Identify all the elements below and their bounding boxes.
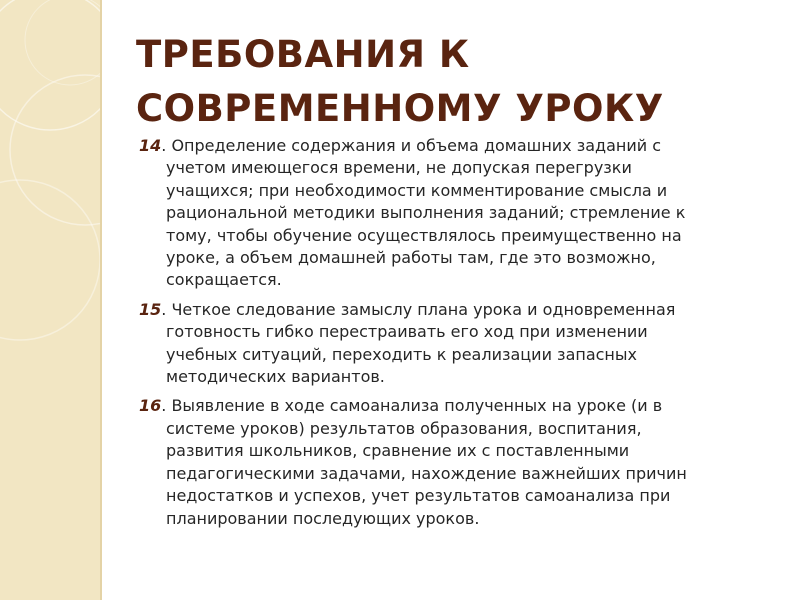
decorative-side-panel	[0, 0, 100, 600]
requirement-line	[139, 395, 769, 417]
requirement-line: планировании последующих уроков.	[166, 508, 480, 528]
requirement-number: 15	[139, 299, 162, 319]
requirement-line: рациональной методики выполнения заданий; стремление к	[166, 203, 686, 223]
slide-title-line-1: ТРЕБОВАНИЯ К	[136, 33, 470, 76]
slide-title	[136, 28, 776, 136]
requirement-line: сокращается.	[166, 270, 282, 290]
requirement-line: развития школьников, сравнение их с поставленными	[166, 441, 630, 461]
requirement-line: недостатков и успехов, учет результатов самоанализа при	[166, 486, 671, 506]
requirement-line: учащихся; при необходимости комментирование смысла и	[166, 180, 668, 200]
requirement-line: системе уроков) результатов образования, воспитания,	[166, 418, 642, 438]
decorative-circles-graphic	[0, 0, 100, 600]
requirement-line: учебных ситуаций, переходить к реализации запасных	[166, 344, 637, 364]
requirement-line: методических вариантов.	[166, 367, 385, 387]
requirement-line: готовность гибко перестраивать его ход при изменении	[166, 322, 648, 342]
slide-title-line-2: СОВРЕМЕННОМУ УРОКУ	[136, 87, 664, 130]
requirement-line	[139, 135, 769, 157]
requirement-item-14	[139, 135, 769, 292]
requirement-number: 16	[139, 396, 162, 416]
requirement-line: тому, чтобы обучение осуществлялось преимущественно на	[166, 225, 682, 245]
requirement-line: педагогическими задачами, нахождение важнейших причин	[166, 463, 687, 483]
requirement-item-15	[139, 299, 769, 389]
slide-content	[139, 135, 769, 537]
requirement-text: . Определение содержания и объема домашних заданий с	[161, 136, 662, 155]
requirement-line: учетом имеющегося времени, не допуская перегрузки	[166, 158, 632, 178]
requirement-number: 14	[139, 136, 162, 155]
requirement-item-16	[139, 395, 769, 529]
requirement-text: . Выявление в ходе самоанализа полученных на уроке (и в	[161, 396, 663, 416]
requirement-line: уроке, а объем домашней работы там, где это возможно,	[166, 248, 656, 268]
requirement-line	[139, 299, 769, 321]
requirement-text: . Четкое следование замыслу плана урока и одновременная	[161, 299, 676, 319]
panel-divider	[100, 0, 102, 600]
